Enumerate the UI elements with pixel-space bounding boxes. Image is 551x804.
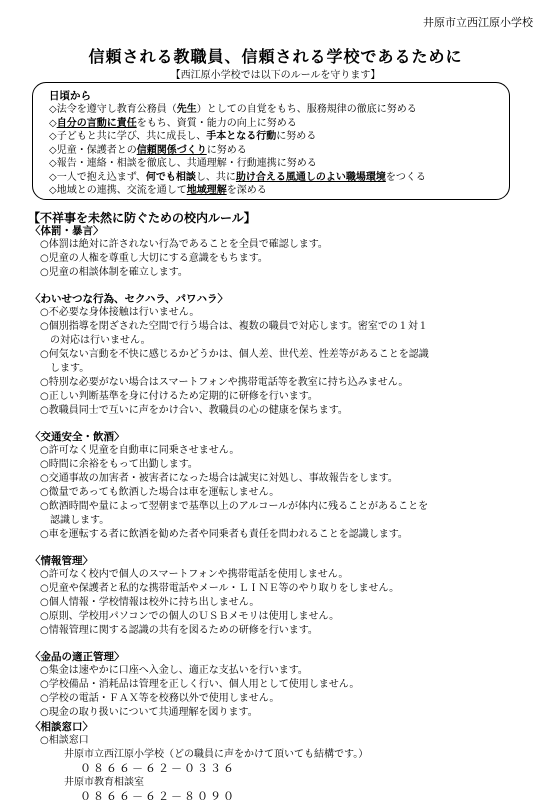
daily-emphasis: 信頼関係づくり: [136, 144, 207, 156]
daily-text: ◇地域との連携、交流を通して: [49, 185, 187, 196]
list-item: ○許可なく校内で個人のスマートフォンや携帯電話を使用しません。: [40, 569, 349, 580]
daily-text: に努める: [206, 144, 247, 156]
daily-heading: 日頃から: [49, 90, 91, 102]
list-item: ○体罰は絶対に許されない行為であることを全員で確認します。: [40, 239, 328, 250]
section-heading: 〈わいせつな行為、セクハラ、パワハラ〉: [30, 293, 229, 305]
phone-education-office: ０８６６－６２－８０９０: [80, 790, 236, 803]
list-item: ○児童の相談体制を確立します。: [40, 267, 188, 278]
daily-principles-box: [32, 82, 510, 200]
list-item: ○微量であっても飲酒した場合は車を運転しません。: [40, 487, 280, 498]
daily-line: [49, 184, 509, 198]
section-heading: 〈相談窓口〉: [30, 721, 93, 733]
section-heading: 〈金品の適正管理〉: [30, 651, 125, 663]
list-item: ○交通事故の加害者・被害者になった場合は誠実に対処し、事故報告をします。: [40, 473, 398, 484]
daily-line: [49, 144, 509, 158]
page-subtitle: 【西江原小学校では以下のルールを守ります】: [170, 70, 381, 81]
list-item: ○相談窓口: [40, 735, 89, 746]
list-item: ○時間に余裕をもって出勤します。: [40, 459, 198, 470]
daily-text: し、共に: [195, 171, 236, 183]
list-item: ○不必要な身体接触は行いません。: [40, 307, 200, 318]
list-item: ○個別指導を閉ざされた空間で行う場合は、複数の職員で対応します。密室での１対１: [40, 321, 428, 332]
section-information: [30, 554, 535, 638]
list-item: ○学校の電話・ＦＡＸ等を校務以外で使用しません。: [40, 693, 280, 704]
daily-line: [49, 130, 509, 144]
daily-line: [49, 103, 509, 117]
daily-line: [49, 171, 509, 185]
section-gap: [30, 280, 535, 292]
daily-emphasis: 何でも相談: [145, 171, 196, 183]
daily-text: に努める: [276, 131, 317, 142]
section-traffic-drinking: [30, 430, 535, 542]
daily-text: ◇子どもと共に学び、共に成長し、: [49, 131, 207, 142]
section-heading: 〈情報管理〉: [30, 555, 93, 567]
list-item: ○児童の人権を尊重し大切にする意識をもちます。: [40, 253, 268, 264]
daily-text: ◇: [49, 117, 57, 129]
section-heading: 〈体罰・暴言〉: [30, 225, 104, 237]
list-item-continued: します。: [50, 363, 90, 374]
list-item: ○現金の取り扱いについて共通理解を図ります。: [40, 707, 258, 718]
list-item: ○正しい判断基準を身に付けるため定期的に研修を行います。: [40, 391, 318, 402]
section-gap: [30, 542, 535, 554]
list-item: ○車を運転する者に飲酒を勧めた者や同乗者も責任を問われることを認識します。: [40, 529, 408, 540]
rules-content: [30, 224, 535, 804]
list-item: ○児童や保護者と私的な携帯電話やメール・ＬＩＮＥ等のやり取りをしません。: [40, 583, 400, 594]
section-money: [30, 650, 535, 720]
section-harassment: [30, 292, 535, 418]
list-item: ○許可なく児童を自動車に同乗させません。: [40, 445, 240, 456]
daily-emphasis: 手本となる行動: [206, 131, 277, 142]
contact-education-office: 井原市教育相談室: [64, 777, 144, 788]
daily-text: ◇児童・保護者との: [49, 144, 137, 156]
rules-title: 【不祥事を未然に防ぐための校内ルール】: [28, 211, 256, 225]
phone-school: ０８６６－６２－０３３６: [80, 762, 236, 775]
list-item: ○教職員同士で互いに声をかけ合い、教職員の心の健康を保ちます。: [40, 405, 348, 416]
daily-text: をもち、資質・能力の向上に努める: [136, 117, 297, 129]
list-item: ○原則、学校用パソコンでの個人のＵＳＢメモリは使用しません。: [40, 611, 340, 622]
daily-emphasis: 自分の言動に責任: [56, 117, 137, 129]
list-item: ○情報管理に関する認識の共有を図るための研修を行います。: [40, 625, 318, 636]
list-item: ○何気ない言動を不快に感じるかどうかは、個人差、世代差、性差等があることを認識: [40, 349, 429, 360]
list-item-continued: 認識します。: [50, 515, 110, 526]
section-gap: [30, 638, 535, 650]
daily-text: ◇一人で抱え込まず、: [49, 171, 146, 183]
school-name: 井原市立西江原小学校: [423, 16, 533, 29]
daily-line: [49, 117, 509, 131]
daily-text: ◇報告・連絡・相談を徹底し、共通理解・行動連携に努める: [49, 158, 317, 169]
section-gap: [30, 418, 535, 430]
daily-line: [49, 157, 509, 171]
daily-text: を深める: [226, 185, 267, 196]
list-item: ○集金は速やかに口座へ入金し、適正な支払いを行います。: [40, 665, 308, 676]
section-consultation: [30, 720, 535, 804]
daily-text: ）としての自覚をもち、服務規律の徹底に努める: [196, 104, 417, 115]
list-item: ○特別な必要がない場合はスマートフォンや携帯電話等を教室に持ち込みません。: [40, 377, 409, 388]
list-item: ○飲酒時間や量によって翌朝まで基準以上のアルコールが体内に残ることがあることを: [40, 501, 429, 512]
section-corporal-punishment: [30, 224, 535, 280]
page-title: 信頼される教職員、信頼される学校であるために: [88, 47, 463, 66]
list-item: ○個人情報・学校情報は校外に持ち出しません。: [40, 597, 260, 608]
daily-text: ◇法令を遵守し教育公務員（: [49, 104, 177, 115]
section-heading: 〈交通安全・飲酒〉: [30, 431, 125, 443]
contact-school: 井原市立西江原小学校（どの職員に声をかけて頂いても結構です。）: [64, 749, 369, 760]
list-item: ○学校備品・消耗品は管理を正しく行い、個人用として使用しません。: [40, 679, 360, 690]
daily-text: をつくる: [385, 171, 426, 183]
daily-emphasis: 助け合える風通しのよい職場環境: [235, 171, 386, 183]
daily-emphasis: 先生: [176, 104, 197, 115]
list-item-continued: の対応は行いません。: [50, 335, 151, 346]
daily-emphasis: 地域理解: [186, 185, 227, 196]
